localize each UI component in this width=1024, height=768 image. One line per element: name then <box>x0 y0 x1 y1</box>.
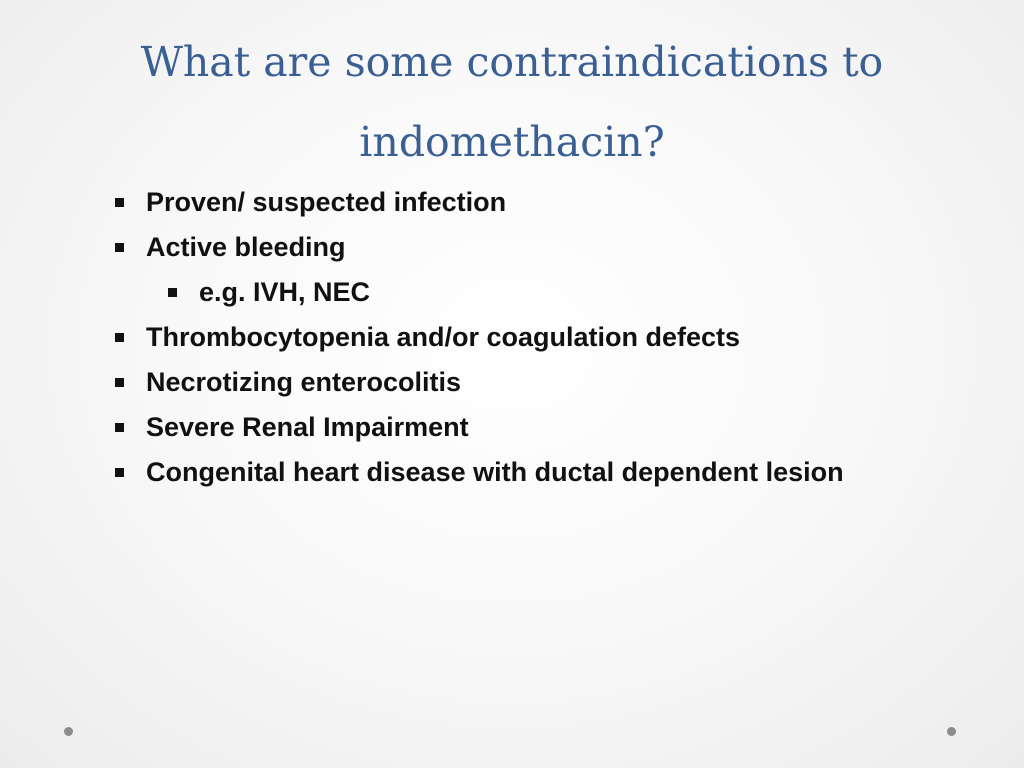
square-bullet-icon <box>115 423 124 432</box>
bullet-item <box>113 228 913 266</box>
bullet-text: Congenital heart disease with ductal dependent lesion <box>146 457 844 487</box>
bullet-text: Active bleeding <box>146 232 346 262</box>
bullet-text: Severe Renal Impairment <box>146 412 469 442</box>
dot-icon <box>64 727 73 736</box>
bullet-text: Necrotizing enterocolitis <box>146 367 462 397</box>
bullet-text: Proven/ suspected infection <box>146 187 507 217</box>
bullet-list <box>113 183 913 498</box>
bullet-item <box>113 183 913 221</box>
square-bullet-icon <box>115 243 124 252</box>
bullet-item <box>113 363 913 401</box>
square-bullet-icon <box>115 378 124 387</box>
bullet-item <box>113 318 913 356</box>
square-bullet-icon <box>115 333 124 342</box>
bullet-text: e.g. IVH, NEC <box>199 277 371 307</box>
square-bullet-icon <box>168 288 177 297</box>
dot-icon <box>947 727 956 736</box>
bullet-text: Thrombocytopenia and/or coagulation defects <box>146 322 741 352</box>
bullet-item <box>113 453 913 491</box>
sub-bullet-item <box>166 273 913 311</box>
square-bullet-icon <box>115 198 124 207</box>
square-bullet-icon <box>115 468 124 477</box>
bullet-item <box>113 408 913 446</box>
slide-title: What are some contraindications to indomethacin? <box>140 38 884 166</box>
